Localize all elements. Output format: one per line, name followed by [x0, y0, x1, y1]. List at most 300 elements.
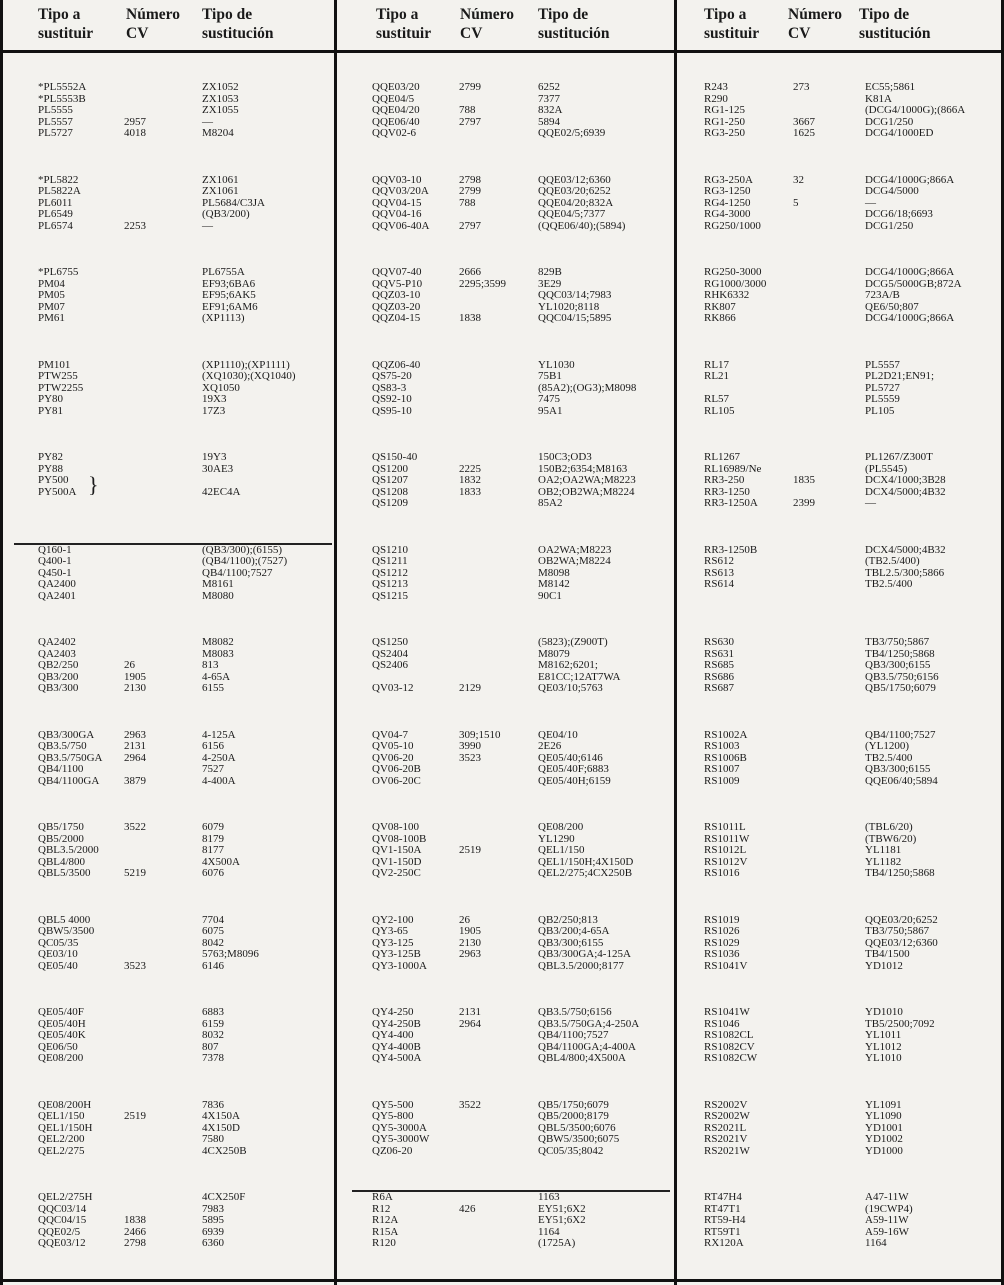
replacement-type: DCG4/1000ED [865, 127, 934, 140]
replacement-type: M8079 [538, 647, 570, 660]
replacement-type: 90C1 [538, 589, 562, 602]
type-to-replace: PY500A [38, 485, 77, 498]
type-to-replace: RT59T1 [704, 1225, 741, 1238]
cv-number: 26 [459, 913, 470, 926]
table-row [352, 82, 670, 94]
type-to-replace: PY88 [38, 462, 64, 475]
replacement-type: DCG1/250 [865, 115, 914, 128]
type-to-replace: QY4-250 [372, 1006, 414, 1018]
table-row [694, 498, 999, 510]
type-to-replace: QB4/1100GA [38, 774, 100, 787]
type-to-replace: QY5-3000A [372, 1121, 427, 1134]
entry-group [14, 452, 332, 545]
cv-number: 309;1510 [459, 728, 501, 741]
replacement-type: 7377 [538, 92, 560, 105]
table-row [694, 186, 999, 198]
replacement-type: A47-11W [865, 1191, 909, 1203]
table-row [14, 868, 332, 880]
replacement-type: ZX1052 [202, 81, 239, 93]
table-row [694, 753, 999, 765]
table-row [352, 313, 670, 325]
replacement-type: QE03/10;5763 [538, 682, 603, 695]
replacement-type: YL1030 [538, 358, 575, 371]
replacement-type: 42EC4A [202, 485, 241, 498]
cv-number: 1832 [459, 474, 481, 487]
type-to-replace: QA2400 [38, 578, 76, 591]
table-column-2 [352, 0, 670, 1285]
replacement-type: YL1290 [538, 832, 575, 845]
cv-number: 1905 [459, 925, 481, 938]
type-to-replace: QY4-400B [372, 1040, 421, 1053]
cv-number: 2131 [459, 1006, 481, 1018]
type-to-replace: QQZ06-40 [372, 358, 421, 371]
replacement-type: YL1090 [865, 1110, 902, 1123]
replacement-type: QB3/300;6155 [865, 763, 931, 776]
table-row [352, 660, 670, 672]
replacement-type: 4CX250F [202, 1191, 246, 1203]
type-to-replace: QE06/50 [38, 1040, 78, 1053]
replacement-type: QE05/40F;6883 [538, 763, 609, 776]
entry-group [14, 175, 332, 268]
type-to-replace: PL6549 [38, 208, 73, 221]
table-row [694, 290, 999, 302]
replacement-type: DCX4/1000;3B28 [865, 474, 946, 487]
type-to-replace: QY5-800 [372, 1110, 414, 1123]
type-to-replace: PY80 [38, 393, 64, 406]
type-to-replace: QE05/40H [38, 1017, 86, 1030]
header-text: sustitución [859, 25, 931, 42]
type-to-replace: RR3-1250B [704, 543, 758, 556]
replacement-type: OB2WA;M8224 [538, 555, 611, 568]
type-to-replace: RL105 [704, 404, 735, 417]
type-to-replace: QY4-500A [372, 1052, 422, 1065]
table-row [14, 313, 332, 325]
replacement-type: QE08/200 [538, 821, 584, 833]
header-text: sustitución [538, 25, 610, 42]
table-row [14, 487, 332, 499]
entry-groups [352, 82, 670, 1285]
type-to-replace: QQE03/12 [38, 1237, 86, 1250]
replacement-type: DCG1/250 [865, 219, 914, 232]
entry-group [14, 82, 332, 175]
type-to-replace: R6A [372, 1191, 393, 1203]
type-to-replace: QEL1/150H [38, 1121, 93, 1134]
table-row [14, 452, 332, 464]
cv-number: 2466 [124, 1225, 146, 1238]
table-row [694, 1053, 999, 1065]
type-to-replace: RS630 [704, 636, 734, 648]
replacement-type: (5823);(Z900T) [538, 636, 608, 648]
cv-number: 2295;3599 [459, 277, 507, 290]
type-to-replace: QS2406 [372, 659, 409, 672]
cv-number: 2798 [459, 173, 481, 186]
table-row [14, 1238, 332, 1250]
type-to-replace: RS1011L [704, 821, 746, 833]
replacement-type: 6155 [202, 682, 224, 695]
cv-number: 788 [459, 196, 476, 209]
type-to-replace: QQV04-16 [372, 208, 422, 221]
cv-number: 273 [793, 81, 810, 93]
replacement-type: 4-250A [202, 751, 236, 764]
cv-number: 2253 [124, 219, 146, 232]
replacement-type: 4-125A [202, 728, 236, 741]
type-to-replace: RS686 [704, 670, 734, 683]
replacement-type: YD1010 [865, 1006, 903, 1018]
table-row [14, 82, 332, 94]
replacement-type: YD1002 [865, 1133, 903, 1146]
entry-group [14, 822, 332, 915]
table-row [694, 313, 999, 325]
type-to-replace: QV03-12 [372, 682, 414, 695]
replacement-type: 150B2;6354;M8163 [538, 462, 628, 475]
replacement-type: 4X150A [202, 1110, 240, 1123]
replacement-type: (QB3/200) [202, 208, 250, 221]
type-to-replace: R12 [372, 1202, 391, 1215]
table-row [352, 591, 670, 603]
replacement-type: 6159 [202, 1017, 224, 1030]
replacement-type: QEL2/275;4CX250B [538, 867, 633, 880]
replacement-type: 95A1 [538, 404, 563, 417]
type-to-replace: RG1-125 [704, 104, 745, 117]
type-to-replace: QY4-400 [372, 1029, 414, 1042]
entry-group [352, 175, 670, 268]
table-row [352, 637, 670, 649]
type-to-replace: QS2404 [372, 647, 409, 660]
type-to-replace: RS2021L [704, 1121, 747, 1134]
replacement-type: QB3/300;6155 [538, 936, 604, 949]
type-to-replace: QQE03/20 [372, 81, 420, 93]
replacement-type: DCX4/5000;4B32 [865, 485, 946, 498]
replacement-type: 150C3;OD3 [538, 451, 592, 463]
type-to-replace: RG250/1000 [704, 219, 761, 232]
type-to-replace: RG3-250 [704, 127, 745, 140]
cv-number: 3522 [124, 821, 146, 833]
replacement-type: — [865, 497, 876, 510]
type-to-replace: QQE04/5 [372, 92, 415, 105]
type-to-replace: RS1003 [704, 740, 740, 753]
cv-number: 2797 [459, 219, 481, 232]
replacement-type: QEL1/150H;4X150D [538, 855, 634, 868]
replacement-type: QQC03/14;7983 [538, 289, 612, 302]
replacement-type: YD1000 [865, 1144, 903, 1157]
type-to-replace: R243 [704, 81, 728, 93]
replacement-type: QB3/200;4-65A [538, 925, 610, 938]
type-to-replace: RS2002W [704, 1110, 750, 1123]
type-to-replace: R120 [372, 1237, 396, 1250]
cv-number: 2799 [459, 185, 481, 198]
column-header-3 [538, 5, 610, 43]
type-to-replace: RS1082CL [704, 1029, 754, 1042]
type-to-replace: RS1007 [704, 763, 740, 776]
replacement-type: (QB4/1100);(7527) [202, 555, 288, 568]
type-to-replace: QB5/2000 [38, 832, 84, 845]
type-to-replace: Q450-1 [38, 566, 72, 579]
entry-group [694, 637, 999, 730]
replacement-type: QB4/1100GA;4-400A [538, 1040, 636, 1053]
entry-group [352, 1190, 670, 1285]
type-to-replace: QY3-1000A [372, 959, 427, 972]
type-to-replace: QBL5 4000 [38, 913, 91, 926]
replacement-type: QB5/1750;6079 [865, 682, 936, 695]
type-to-replace: Q400-1 [38, 555, 72, 568]
type-to-replace: QS1207 [372, 474, 409, 487]
replacement-type: 829B [538, 266, 562, 278]
type-to-replace: QS1209 [372, 497, 409, 510]
cv-number: 426 [459, 1202, 476, 1215]
type-to-replace: QQV03/20A [372, 185, 429, 198]
type-to-replace: QA2403 [38, 647, 76, 660]
cv-number: 2130 [459, 936, 481, 949]
cv-number: 788 [459, 104, 476, 117]
entry-group [14, 1192, 332, 1285]
entry-group [694, 452, 999, 545]
replacement-type: DCG5/5000GB;872A [865, 277, 962, 290]
replacement-type: (TB2.5/400) [865, 555, 920, 568]
replacement-type: TBL2.5/300;5866 [865, 566, 945, 579]
column-header-2 [788, 5, 842, 43]
type-to-replace: QV08-100B [372, 832, 427, 845]
entry-group [14, 730, 332, 823]
replacement-type: M8204 [202, 127, 234, 140]
table-row [694, 938, 999, 950]
type-to-replace: QB3/200 [38, 670, 79, 683]
replacement-type: 3E29 [538, 277, 562, 290]
type-to-replace: QQE02/5 [38, 1225, 81, 1238]
entry-groups [694, 82, 999, 1285]
type-to-replace: RL17 [704, 358, 730, 371]
replacement-type: ZX1055 [202, 104, 239, 117]
type-to-replace: QS1250 [372, 636, 409, 648]
replacement-type: (TBW6/20) [865, 832, 917, 845]
type-to-replace: QE08/200H [38, 1098, 92, 1111]
replacement-type: QQE04/5;7377 [538, 208, 606, 221]
type-to-replace: RG1-250 [704, 115, 745, 128]
type-to-replace: RG250-3000 [704, 266, 762, 278]
replacement-type: QEL1/150 [538, 844, 585, 857]
cv-number: 5 [793, 196, 799, 209]
table-row [352, 556, 670, 568]
type-to-replace: PL5727 [38, 127, 73, 140]
replacement-type: QQE03/20;6252 [538, 185, 611, 198]
replacement-type: (XQ1030);(XQ1040) [202, 370, 296, 383]
type-to-replace: RHK6332 [704, 289, 750, 302]
table-row [694, 579, 999, 591]
table-row [694, 672, 999, 684]
entry-group [694, 175, 999, 268]
type-to-replace: QY5-500 [372, 1098, 414, 1111]
entry-groups [14, 82, 332, 1285]
replacement-type: 8032 [202, 1029, 224, 1042]
table-row [352, 498, 670, 510]
type-to-replace: RS1016 [704, 867, 740, 880]
type-to-replace: QQV06-40A [372, 219, 430, 232]
replacement-type: 7836 [202, 1098, 224, 1111]
entry-group [694, 1192, 999, 1285]
table-row [352, 221, 670, 233]
table-row [352, 1192, 670, 1204]
type-to-replace: QBL5/3500 [38, 867, 91, 880]
replacement-type: 5894 [538, 115, 560, 128]
replacement-type: 8177 [202, 844, 224, 857]
table-row [352, 961, 670, 973]
table-row [14, 186, 332, 198]
header-text: Tipo de [202, 6, 253, 23]
header-text: CV [126, 25, 149, 42]
table-row [352, 1146, 670, 1158]
type-to-replace: RS1082CV [704, 1040, 755, 1053]
type-to-replace: QS150-40 [372, 451, 418, 463]
table-row [14, 1007, 332, 1019]
replacement-type: YD1001 [865, 1121, 903, 1134]
type-to-replace: RS1036 [704, 948, 740, 961]
replacement-type: M8080 [202, 589, 234, 602]
cv-number: 1905 [124, 670, 146, 683]
table-row [14, 776, 332, 788]
replacement-type: QE6/50;807 [865, 300, 919, 313]
replacement-type: YL1011 [865, 1029, 902, 1042]
type-to-replace: *PL5553B [38, 92, 86, 105]
type-to-replace: PL5557 [38, 115, 73, 128]
cv-number: 26 [124, 659, 135, 672]
type-to-replace: PL5822A [38, 185, 81, 198]
type-to-replace: RR3-250 [704, 474, 745, 487]
replacement-type: EF91;6AM6 [202, 300, 258, 313]
table-row [694, 1007, 999, 1019]
table-row [694, 221, 999, 233]
type-to-replace: RS1011W [704, 832, 750, 845]
replacement-type: EY51;6X2 [538, 1214, 586, 1227]
cv-number: 1838 [124, 1214, 146, 1227]
cv-number: 32 [793, 173, 804, 186]
replacement-type: OA2;OA2WA;M8223 [538, 474, 636, 487]
type-to-replace: RT47T1 [704, 1202, 741, 1215]
replacement-type: QB3/300;6155 [865, 659, 931, 672]
type-to-replace: *PL6755 [38, 266, 79, 278]
table-row [694, 371, 999, 383]
type-to-replace: RS631 [704, 647, 734, 660]
replacement-type: (QB3/300);(6155) [202, 543, 283, 556]
column-divider-1 [334, 0, 337, 1285]
replacement-type: QQE03/12;6360 [865, 936, 938, 949]
replacement-type: TB3/750;5867 [865, 925, 930, 938]
type-to-replace: QS75-20 [372, 370, 412, 383]
replacement-type: M8161 [202, 578, 234, 591]
header-text: Tipo de [859, 6, 910, 23]
type-to-replace: RS1019 [704, 913, 740, 926]
entry-group [352, 1007, 670, 1100]
type-to-replace: PM05 [38, 289, 65, 302]
replacement-type: YD1012 [865, 959, 903, 972]
replacement-type: PL1267/Z300T [865, 451, 933, 463]
table-row [694, 649, 999, 661]
type-to-replace: PL5555 [38, 104, 73, 117]
replacement-type: QB3/300GA;4-125A [538, 948, 631, 961]
type-to-replace: RX120A [704, 1237, 744, 1250]
type-to-replace: RL21 [704, 370, 730, 383]
column-header-1 [376, 5, 431, 43]
column-header-2 [126, 5, 180, 43]
replacement-type: 6939 [202, 1225, 224, 1238]
replacement-type: TB4/1500 [865, 948, 910, 961]
table-row [352, 1227, 670, 1239]
type-to-replace: R12A [372, 1214, 399, 1227]
type-to-replace: QB3/300 [38, 682, 79, 695]
entry-group [694, 360, 999, 453]
replacement-type: — [202, 219, 213, 232]
replacement-type: 7580 [202, 1133, 224, 1146]
type-to-replace: RL57 [704, 393, 730, 406]
cv-number: 3667 [793, 115, 815, 128]
replacement-type: PL5684/C3JA [202, 196, 265, 209]
replacement-type: YL1012 [865, 1040, 902, 1053]
table-row [14, 741, 332, 753]
type-to-replace: RS1029 [704, 936, 740, 949]
replacement-type: QBL5/3500;6076 [538, 1121, 616, 1134]
table-column-3 [694, 0, 999, 1285]
replacement-type: 6252 [538, 81, 560, 93]
header-text: Tipo a [38, 6, 81, 23]
type-to-replace: RG1000/3000 [704, 277, 767, 290]
table-row [694, 406, 999, 418]
brace-icon: } [88, 472, 99, 497]
replacement-type: YL1010 [865, 1052, 902, 1065]
replacement-type: QB4/1100;7527 [202, 566, 273, 579]
type-to-replace: QQV07-40 [372, 266, 422, 278]
replacement-type: 813 [202, 659, 219, 672]
header-text: Número [788, 6, 842, 23]
table-row [694, 360, 999, 372]
replacement-type: ZX1053 [202, 92, 239, 105]
type-to-replace: QQV02-6 [372, 127, 416, 140]
replacement-type: QQE03/12;6360 [538, 173, 611, 186]
replacement-type: 30AE3 [202, 462, 234, 475]
type-to-replace: R15A [372, 1225, 399, 1238]
type-to-replace: *PL5552A [38, 81, 87, 93]
replacement-type: TB3/750;5867 [865, 636, 930, 648]
cv-number: 1833 [459, 485, 481, 498]
replacement-type: 1163 [538, 1191, 560, 1203]
replacement-type: A59-11W [865, 1214, 909, 1227]
table-row [694, 915, 999, 927]
replacement-type: PL105 [865, 404, 895, 417]
replacement-type: 4-65A [202, 670, 231, 683]
cv-number: 3990 [459, 740, 481, 753]
entry-group [694, 82, 999, 175]
replacement-type: QQE06/40;5894 [865, 774, 938, 787]
table-row [694, 1111, 999, 1123]
table-row [14, 1146, 332, 1158]
replacement-type: (TBL6/20) [865, 821, 913, 833]
replacement-type: QB3.5/750GA;4-250A [538, 1017, 640, 1030]
type-to-replace: RT59-H4 [704, 1214, 746, 1227]
header-text: sustituir [376, 25, 432, 42]
replacement-type: QC05/35;8042 [538, 1144, 604, 1157]
type-to-replace: PTW255 [38, 370, 78, 383]
header-text: sustitución [202, 25, 274, 42]
entry-group [352, 822, 670, 915]
cv-number: 2797 [459, 115, 481, 128]
cv-number: 1838 [459, 312, 481, 325]
type-to-replace: RS612 [704, 555, 734, 568]
replacement-type: M8083 [202, 647, 234, 660]
replacement-type: TB4/1250;5868 [865, 867, 935, 880]
type-to-replace: PL6574 [38, 219, 73, 232]
replacement-type: 1164 [538, 1225, 560, 1238]
table-row [694, 82, 999, 94]
replacement-type: YL1091 [865, 1098, 902, 1111]
replacement-type: 6360 [202, 1237, 224, 1250]
replacement-type: DCX4/5000;4B32 [865, 543, 946, 556]
